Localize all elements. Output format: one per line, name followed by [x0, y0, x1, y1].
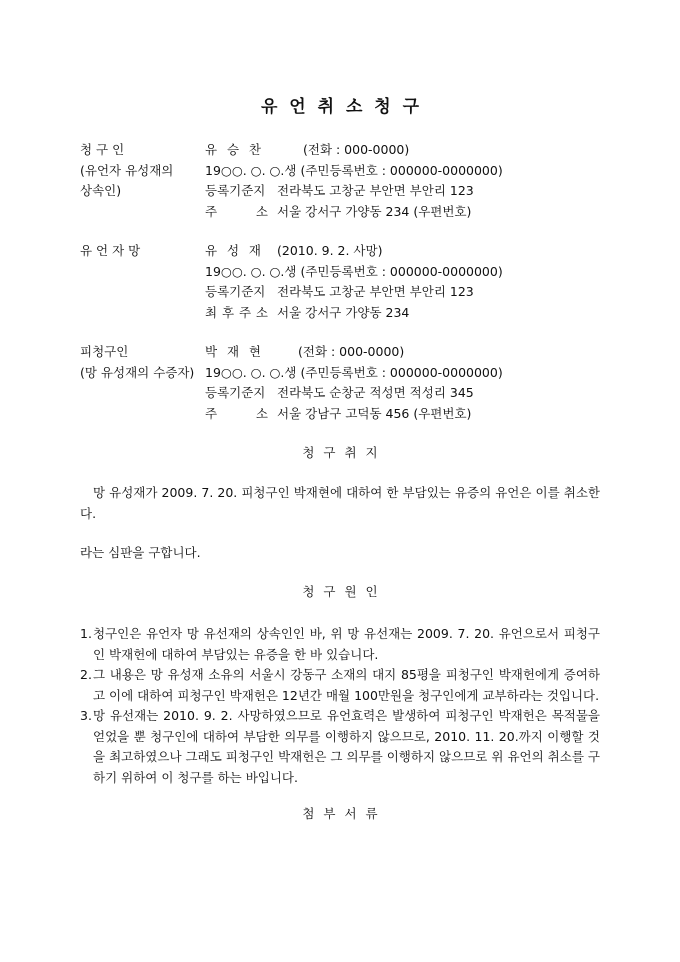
- domicile-value: 전라북도 순창군 적성면 적성리 345: [277, 385, 474, 400]
- party-role-label: [80, 140, 205, 222]
- party-address-line: [205, 202, 600, 223]
- party-domicile-line: [205, 181, 600, 202]
- address-label: 주 소: [205, 203, 268, 219]
- party-role-line: 청 구 인: [80, 142, 125, 157]
- list-item: [80, 706, 600, 788]
- address-label: 주 소: [205, 405, 268, 421]
- party-details: [205, 342, 600, 424]
- item-number: 3.: [80, 708, 92, 723]
- claim-purpose-text: 망 유성재가 2009. 7. 20. 피청구인 박재현에 대하여 한 부담있는 유증의 유언은 이를 취소한다.: [80, 485, 600, 521]
- party-role-label: [80, 342, 205, 424]
- party-testator: [80, 241, 600, 323]
- parties-section: [80, 140, 600, 424]
- document-title: 유 언 취 소 청 구: [260, 97, 423, 117]
- request-text: 라는 심판을 구합니다.: [80, 545, 201, 560]
- item-text: 그 내용은 망 유성재 소유의 서울시 강동구 소재의 대지 85평을 피청구인 박재헌에게 증여하고 이에 대하여 피청구인 박재헌은 12년간 매월 100만원을 청구인에게 교부하라는 것입니다.: [93, 667, 600, 703]
- party-role-label: [80, 241, 205, 323]
- domicile-label: 등록기준지: [205, 385, 266, 400]
- party-phone: (전화 : 000-0000): [298, 344, 405, 359]
- item-text: 청구인은 유언자 망 유선재의 상속인인 바, 위 망 유선재는 2009. 7. 20. 유언으로서 피청구인 박재헌에 대하여 부담있는 유증을 한 바 있습니다.: [93, 626, 600, 662]
- attachments-heading: 첨 부 서 류: [302, 806, 381, 821]
- domicile-label: 등록기준지: [205, 183, 266, 198]
- party-name: 유 성 재: [205, 243, 261, 258]
- party-name-line: [205, 241, 600, 262]
- item-number: 1.: [80, 626, 92, 641]
- party-role-line: 상속인): [80, 183, 122, 198]
- party-address-line: [205, 303, 600, 324]
- party-role-line: (유언자 유성재의: [80, 162, 174, 178]
- party-name: 유 승 찬: [205, 142, 261, 157]
- party-birth-line: 19○○. ○. ○.생 (주민등록번호 : 000000-0000000): [205, 162, 503, 178]
- party-phone: (전화 : 000-0000): [303, 142, 410, 157]
- party-name-line: [205, 140, 600, 161]
- domicile-value: 전라북도 고창군 부안면 부안리 123: [277, 284, 474, 299]
- party-birth-line: 19○○. ○. ○.생 (주민등록번호 : 000000-0000000): [205, 364, 503, 380]
- party-petitioner: [80, 140, 600, 222]
- list-item: [80, 665, 600, 706]
- party-details: [205, 241, 600, 323]
- address-value: 서울 강서구 가양동 234 (우편번호): [277, 203, 472, 219]
- party-name: 박 재 현: [205, 344, 261, 359]
- party-address-line: [205, 404, 600, 425]
- party-death-note: (2010. 9. 2. 사망): [277, 243, 383, 258]
- party-role-line: 피청구인: [80, 344, 129, 359]
- party-domicile-line: [205, 383, 600, 404]
- party-birth-line: 19○○. ○. ○.생 (주민등록번호 : 000000-0000000): [205, 263, 503, 279]
- address-value: 서울 강서구 가양동 234: [277, 304, 410, 320]
- domicile-value: 전라북도 고창군 부안면 부안리 123: [277, 183, 474, 198]
- claim-cause-list: [80, 624, 600, 788]
- party-respondent: [80, 342, 600, 424]
- party-domicile-line: [205, 282, 600, 303]
- item-text: 망 유선재는 2010. 9. 2. 사망하였으므로 유언효력은 발생하여 피청구인 박재헌은 목적물을 얻었을 뿐 청구인에 대하여 부담한 의무를 이행하지 않으므로, 2010. 11. 20.까지 이행할 것을 최고하였으나 그래도 피청구인 박재헌은 그 의무를 이행하지 않으므로 위 유언의 취소를 구하기 위하여 이 청구를 하는 바입니다.: [93, 708, 600, 785]
- party-name-line: [205, 342, 600, 363]
- domicile-label: 등록기준지: [205, 284, 266, 299]
- address-value: 서울 강남구 고덕동 456 (우편번호): [277, 405, 472, 421]
- item-number: 2.: [80, 667, 92, 682]
- party-role-line: (망 유성재의 수증자): [80, 364, 195, 380]
- last-address-label: 최 후 주 소: [205, 304, 268, 320]
- party-role-line: 유 언 자 망: [80, 243, 141, 258]
- list-item: [80, 624, 600, 665]
- claim-purpose-heading: 청 구 취 지: [302, 445, 381, 460]
- claim-cause-heading: 청 구 원 인: [302, 584, 381, 599]
- party-details: [205, 140, 600, 222]
